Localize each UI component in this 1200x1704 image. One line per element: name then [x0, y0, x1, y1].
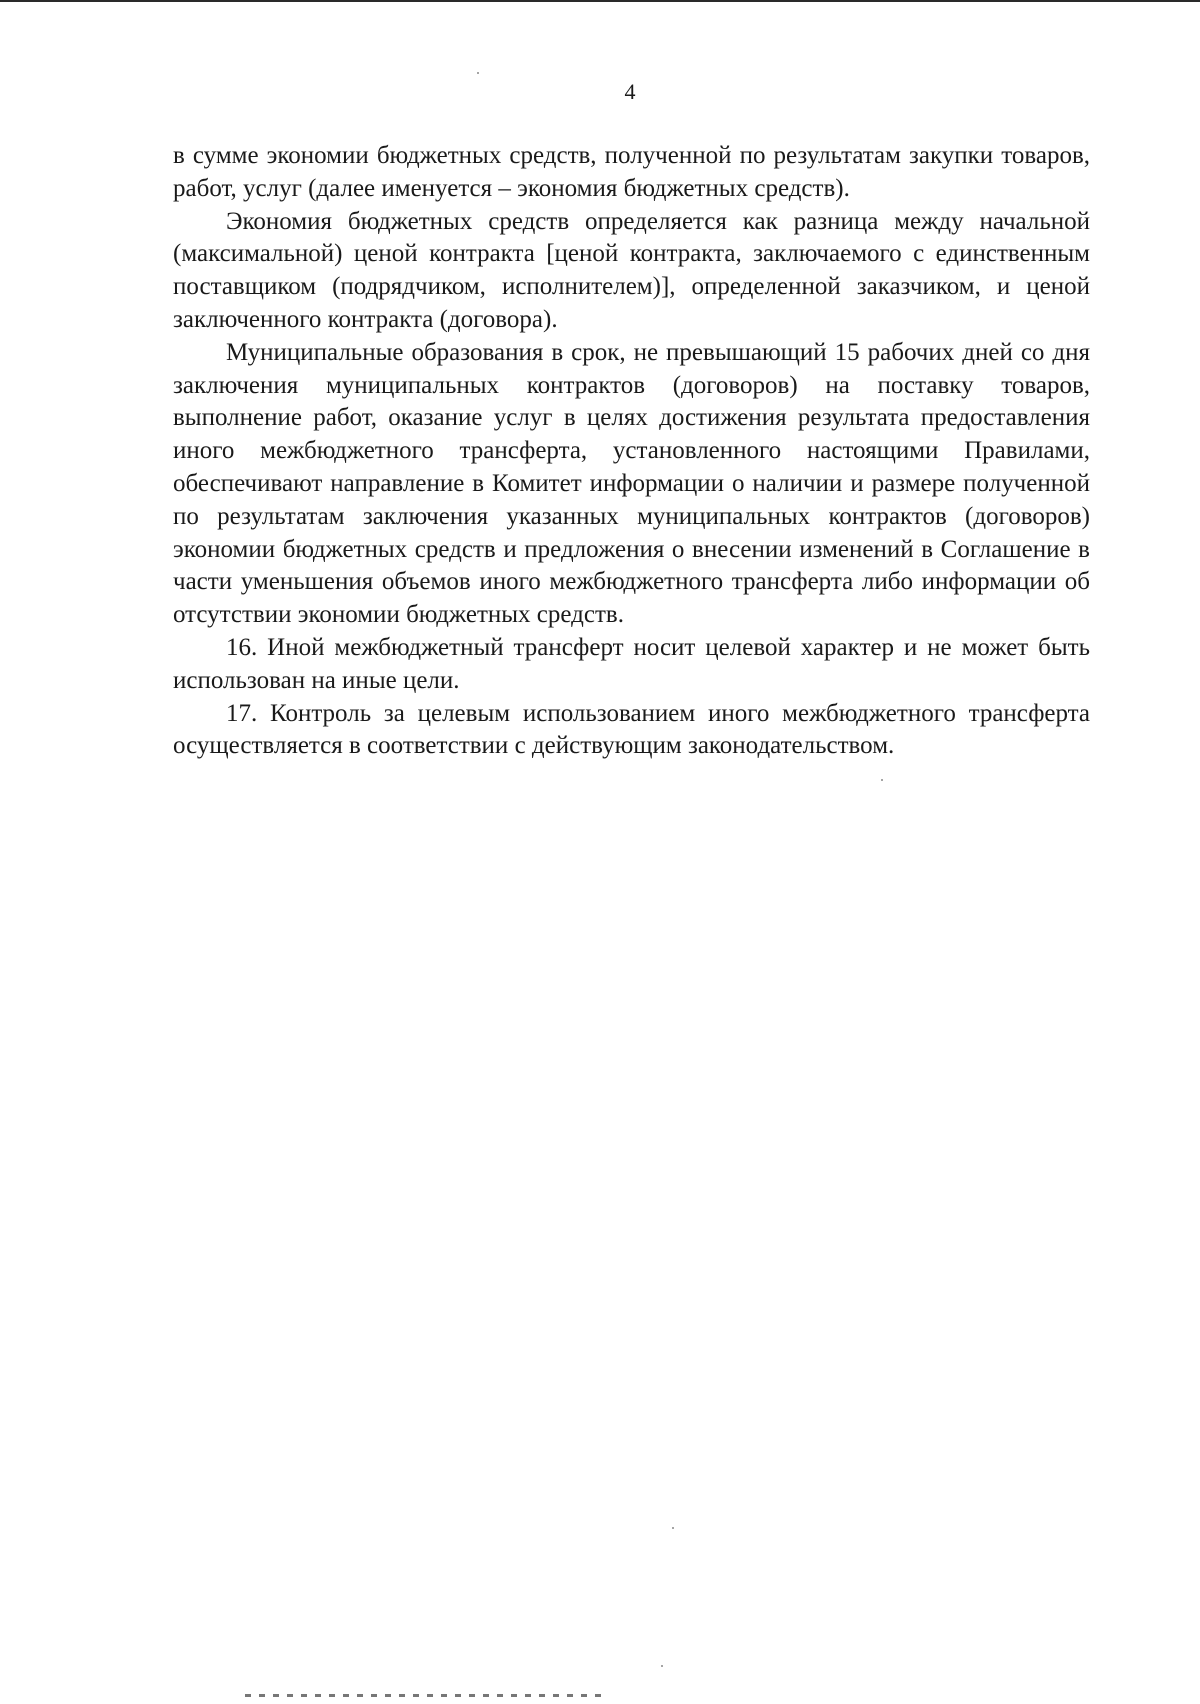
scan-speck	[672, 1527, 674, 1529]
paragraph-savings-definition: Экономия бюджетных средств определяется как разница между начальной (максимальной) ценой контракта [ценой контракта, заключаемого с единственным поставщиком (подрядчиком, исполнителем)], определенной заказчиком, и ценой заключенного контракта (договора).	[173, 207, 1090, 333]
paragraph-item-16: 16. Иной межбюджетный трансферт носит целевой характер и не может быть использован на иные цели.	[173, 633, 1090, 694]
document-body	[173, 140, 1090, 763]
page-number: 4	[624, 79, 636, 104]
scan-speck	[477, 72, 479, 74]
scan-speck	[881, 779, 883, 781]
scan-speck	[661, 1665, 663, 1667]
paragraph-continuation: в сумме экономии бюджетных средств, полученной по результатам закупки товаров, работ, услуг (далее именуется – экономия бюджетных средств).	[173, 142, 1090, 202]
scan-bottom-marks	[245, 1694, 605, 1697]
paragraph-municipal-obligations: Муниципальные образования в срок, не превышающий 15 рабочих дней со дня заключения муниципальных контрактов (договоров) на поставку товаров, выполнение работ, оказание услуг в целях достижения результата предоставления иного межбюджетного трансферта, установленного настоящими Правилами, обеспечивают направление в Комитет информации о наличии и размере полученной по результатам заключения указанных муниципальных контрактов (договоров) экономии бюджетных средств и предложения о внесении изменений в Соглашение в части уменьшения объемов иного межбюджетного трансферта либо информации об отсутствии экономии бюджетных средств.	[173, 338, 1090, 629]
page-top-edge	[0, 0, 1200, 2]
paragraph-item-17: 17. Контроль за целевым использованием иного межбюджетного трансферта осуществляется в соответствии с действующим законодательством.	[173, 699, 1090, 760]
